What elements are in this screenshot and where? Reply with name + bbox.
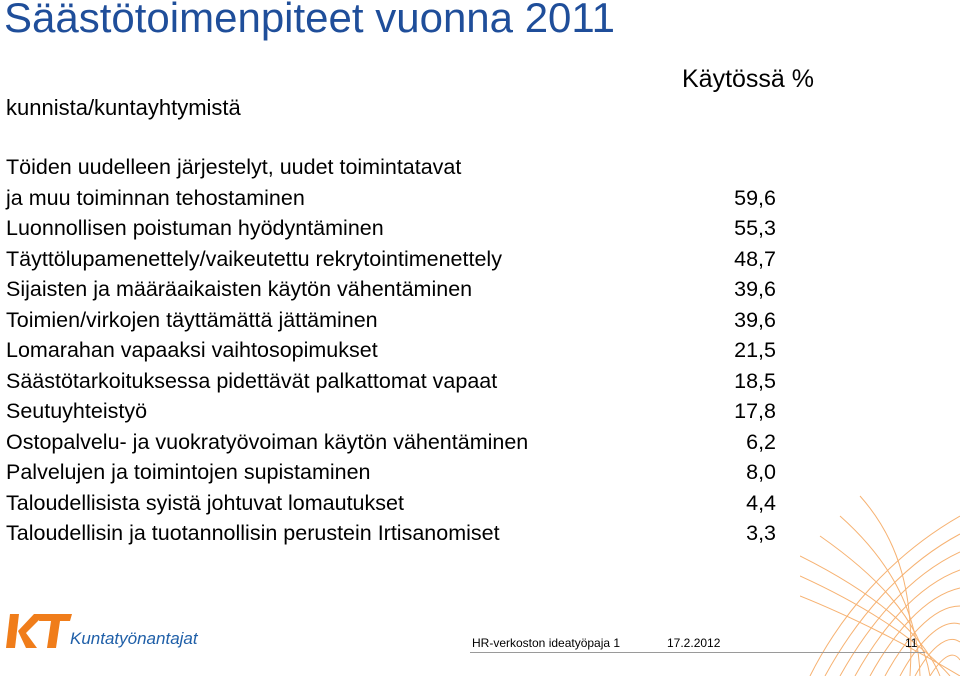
footer-date: 17.2.2012: [667, 636, 721, 650]
measure-value: 21,5: [734, 338, 776, 362]
measure-row: [6, 338, 776, 369]
measure-row: [6, 430, 776, 461]
measure-value: 18,5: [734, 368, 776, 393]
measure-label: Taloudellisin ja tuotannollisin perustein Irtisanomiset: [6, 521, 500, 545]
measure-label: Taloudellisista syistä johtuvat lomautukset: [6, 490, 404, 515]
measure-label: Lomarahan vapaaksi vaihtosopimukset: [6, 338, 378, 362]
measure-label: Seutuyhteistyö: [6, 399, 148, 423]
measure-value: 55,3: [734, 216, 776, 240]
measure-value: 59,6: [734, 185, 776, 210]
measure-label: Täyttölupamenettely/vaikeutettu rekrytointimenettely: [6, 246, 502, 271]
measure-value: 4,4: [746, 490, 776, 515]
measure-row: [6, 460, 776, 491]
measure-label: Sijaisten ja määräaikaisten käytön vähentäminen: [6, 277, 473, 301]
measure-row: [6, 521, 776, 552]
measure-value: 17,8: [734, 399, 776, 423]
measure-row: [6, 155, 776, 186]
measure-row: [6, 216, 776, 247]
measure-label: Palvelujen ja toimintojen supistaminen: [6, 460, 371, 484]
measure-label: Säästötarkoituksessa pidettävät palkattomat vapaat: [6, 368, 498, 393]
measure-value: 3,3: [746, 521, 776, 545]
logo-name: Kuntatyönantajat: [70, 629, 198, 648]
measure-row: [6, 491, 776, 522]
measures-list: [6, 155, 776, 552]
measure-value: 8,0: [746, 460, 776, 484]
footer-divider: [470, 652, 925, 653]
measure-row: [6, 186, 776, 217]
measure-row: [6, 277, 776, 308]
measure-label: Luonnollisen poistuman hyödyntäminen: [6, 216, 384, 240]
measure-row: [6, 369, 776, 400]
measure-value: 39,6: [734, 307, 776, 332]
measure-row: [6, 247, 776, 278]
footer-event: HR-verkoston ideatyöpaja 1: [472, 636, 621, 650]
measure-value: 39,6: [734, 277, 776, 301]
decorative-lines-graphic: [800, 476, 960, 676]
slide-subtitle: kunnista/kuntayhtymistä: [6, 95, 241, 120]
measure-row: [6, 308, 776, 339]
column-header: Käytössä %: [682, 65, 815, 93]
measure-label: Töiden uudelleen järjestelyt, uudet toimintatavat: [6, 155, 462, 179]
slide-title: Säästötoimenpiteet vuonna 2011: [4, 0, 616, 41]
measure-label: ja muu toiminnan tehostaminen: [6, 185, 305, 210]
kuntatyonantajat-logo: [6, 608, 236, 656]
measure-value: 6,2: [746, 429, 776, 454]
measure-row: [6, 399, 776, 430]
measure-label: Toimien/virkojen täyttämättä jättäminen: [6, 307, 378, 332]
footer-page-number: 11: [905, 636, 918, 650]
measure-label: Ostopalvelu- ja vuokratyövoiman käytön vähentäminen: [6, 429, 529, 454]
measure-value: 48,7: [734, 246, 776, 271]
